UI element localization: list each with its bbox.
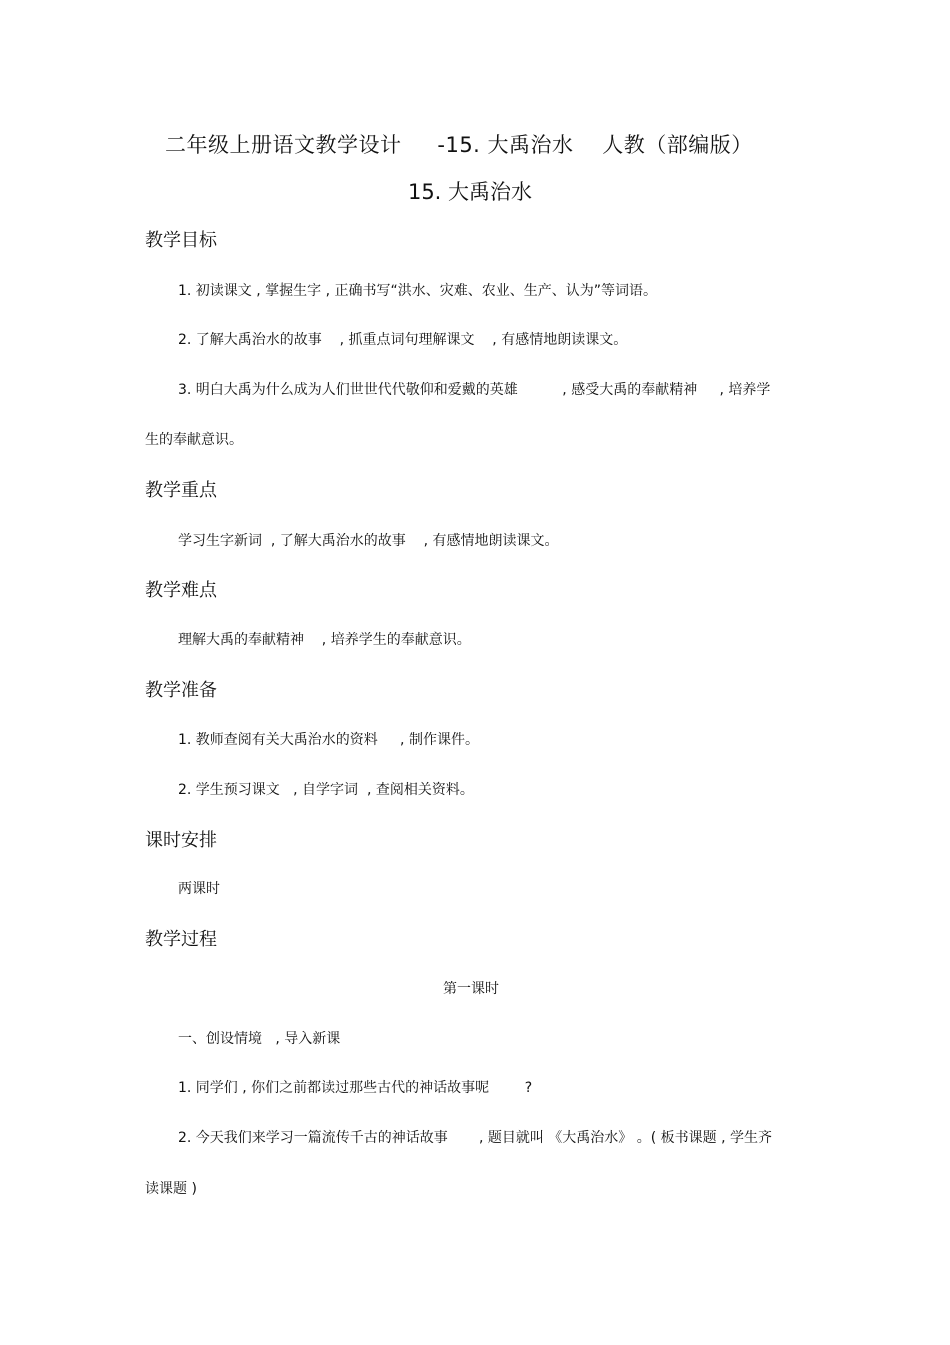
schedule-text: 两课时 (178, 881, 220, 897)
goal-item-2: 2. 了解大禹治水的故事 , 抓重点词句理解课文 , 有感情地朗读课文。 (178, 332, 628, 348)
difficulty-text: 理解大禹的奉献精神 , 培养学生的奉献意识。 (178, 632, 471, 648)
section-heading-focus: 教学重点 (145, 480, 217, 501)
lesson-period-title: 第一课时 (443, 981, 499, 997)
process-item-1: 1. 同学们 , 你们之前都读过那些古代的神话故事呢 ? (178, 1080, 533, 1096)
process-item-2-line-1: 2. 今天我们来学习一篇流传千古的神话故事 , 题目就叫 《大禹治水》 。( 板书课题 , 学生齐 (178, 1130, 773, 1146)
section-heading-preparation: 教学准备 (145, 680, 217, 701)
goal-item-1: 1. 初读课文 , 掌握生字 , 正确书写“洪水、灾难、农业、生产、认为”等词语。 (178, 283, 658, 299)
preparation-item-2: 2. 学生预习课文 , 自学字词 , 查阅相关资料。 (178, 782, 474, 798)
section-heading-goals: 教学目标 (145, 230, 217, 251)
document-title: 二年级上册语文教学设计 -15. 大禹治水 人教（部编版） (165, 133, 753, 157)
section-heading-difficulty: 教学难点 (145, 580, 217, 601)
section-heading-schedule: 课时安排 (145, 830, 217, 851)
goal-item-3-line-1: 3. 明白大禹为什么成为人们世世代代敬仰和爱戴的英雄 , 感受大禹的奉献精神 , 培养学 (178, 382, 771, 398)
preparation-item-1: 1. 教师查阅有关大禹治水的资料 , 制作课件。 (178, 732, 479, 748)
lesson-title: 15. 大禹治水 (407, 180, 533, 204)
process-step-1: 一、创设情境 , 导入新课 (178, 1031, 341, 1047)
focus-text: 学习生字新词 , 了解大禹治水的故事 , 有感情地朗读课文。 (178, 533, 559, 549)
section-heading-process: 教学过程 (145, 929, 217, 950)
process-item-2-line-2: 读课题 ) (145, 1181, 197, 1197)
goal-item-3-line-2: 生的奉献意识。 (145, 432, 243, 448)
